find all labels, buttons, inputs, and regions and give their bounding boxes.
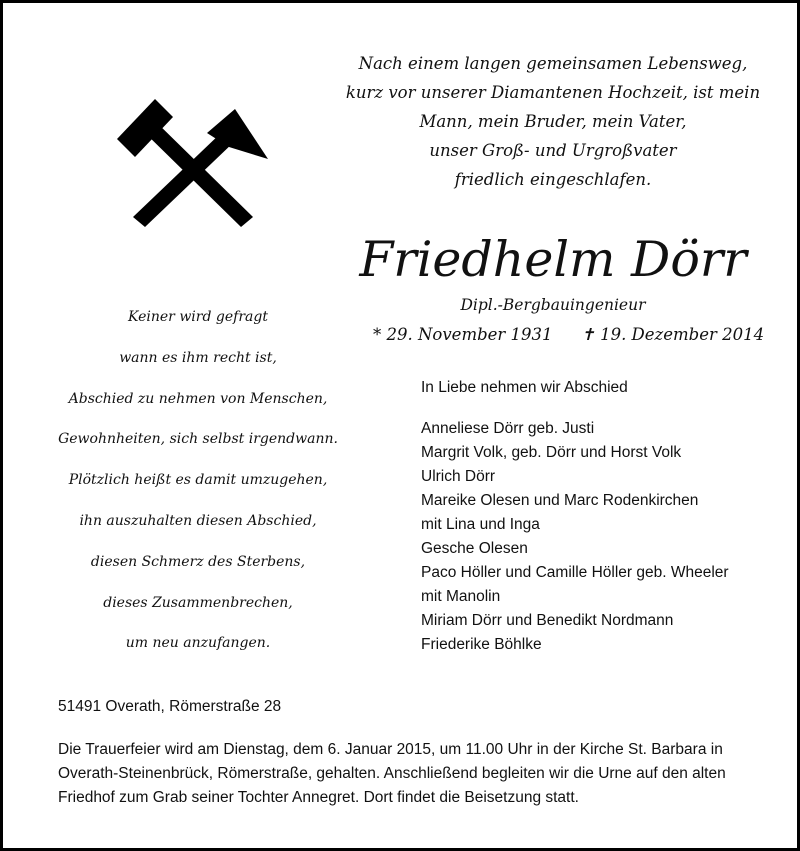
poem-line: diesen Schmerz des Sterbens,	[90, 553, 306, 570]
mourners-list	[421, 417, 729, 657]
poem-line: dieses Zusammenbrechen,	[103, 594, 293, 611]
mourner-entry: mit Manolin	[421, 588, 501, 605]
poem-line: wann es ihm recht ist,	[119, 349, 277, 366]
mourner-entry: Anneliese Dörr geb. Justi	[421, 420, 595, 437]
intro-line: unser Groß- und Urgroßvater	[429, 141, 677, 160]
birth-date: * 29. November 1931	[373, 325, 553, 344]
intro-line: Mann, mein Bruder, mein Vater,	[419, 112, 687, 131]
address: 51491 Overath, Römerstraße 28	[58, 698, 282, 715]
mourners-heading: In Liebe nehmen wir Abschied	[421, 379, 628, 396]
funeral-line: Friedhof zum Grab seiner Tochter Annegret. Dort findet die Beisetzung statt.	[58, 789, 579, 806]
mourner-entry: Gesche Olesen	[421, 540, 528, 557]
mourner-entry: Friederike Böhlke	[421, 636, 542, 653]
poem-line: Keiner wird gefragt	[128, 309, 268, 325]
mourner-entry: Paco Höller und Camille Höller geb. Wheeler	[421, 564, 729, 581]
poem-line: Abschied zu nehmen von Menschen,	[68, 390, 328, 407]
intro-line: kurz vor unserer Diamantenen Hochzeit, ist mein	[345, 83, 761, 102]
funeral-info	[58, 738, 758, 810]
death-date: ✝ 19. Dezember 2014	[581, 325, 765, 344]
poem-line: ihn auszuhalten diesen Abschied,	[79, 512, 317, 529]
intro-line: Nach einem langen gemeinsamen Lebensweg,	[358, 54, 748, 73]
deceased-name: Friedhelm Dörr	[359, 231, 747, 288]
mourner-entry: Mareike Olesen und Marc Rodenkirchen	[421, 492, 699, 509]
deceased-title: Dipl.-Bergbauingenieur	[460, 296, 646, 314]
funeral-line: Die Trauerfeier wird am Dienstag, dem 6. Januar 2015, um 11.00 Uhr in der Kirche St. Barbara in	[58, 741, 723, 758]
funeral-line: Overath-Steinenbrück, Römerstraße, gehalten. Anschließend begleiten wir die Urne auf den alten	[58, 765, 726, 782]
poem-line: Gewohnheiten, sich selbst irgendwann.	[58, 431, 338, 448]
mourner-entry: mit Lina und Inga	[421, 516, 540, 533]
hammer-and-pick-icon	[111, 93, 273, 233]
mourner-entry: Margrit Volk, geb. Dörr und Horst Volk	[421, 444, 682, 461]
poem-line: Plötzlich heißt es damit umzugehen,	[68, 472, 328, 489]
poem-line: um neu anzufangen.	[125, 635, 271, 652]
intro-text	[343, 49, 763, 194]
mourner-entry: Ulrich Dörr	[421, 468, 496, 485]
poem	[43, 297, 353, 664]
intro-line: friedlich eingeschlafen.	[454, 170, 652, 189]
mourner-entry: Miriam Dörr und Benedikt Nordmann	[421, 612, 674, 629]
